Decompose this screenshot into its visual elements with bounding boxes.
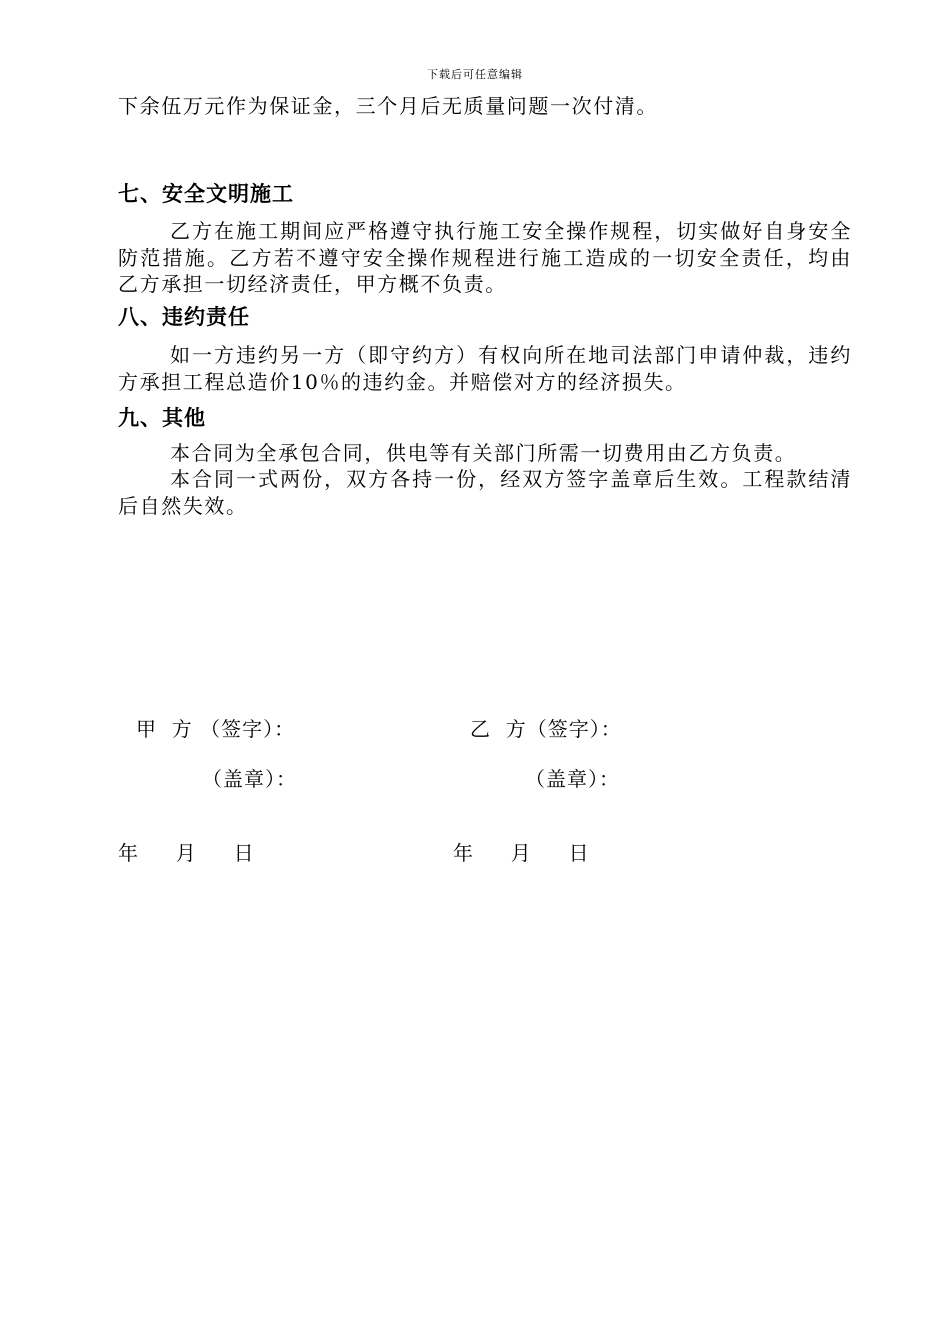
party-a-seal-label: （盖章）： (202, 767, 297, 791)
continued-paragraph: 下余伍万元作为保证金，三个月后无质量问题一次付清。 (118, 94, 658, 118)
section-heading-other: 九、其他 (118, 405, 206, 430)
section-paragraph-other-1: 本合同为全承包合同，供电等有关部门所需一切费用由乙方负责。 (170, 441, 797, 465)
party-b-sign-label: 乙 方（签字）： (470, 717, 622, 741)
section-heading-breach: 八、违约责任 (118, 304, 250, 329)
party-b-seal-label: （盖章）： (525, 767, 620, 791)
party-a-sign-label: 甲 方 （签字）： (136, 717, 296, 741)
party-b-date-label: 年 月 日 (453, 841, 590, 865)
section-paragraph-other-2: 本合同一式两份，双方各持一份，经双方签字盖章后生效。工程款结清后自然失效。 (118, 467, 852, 518)
section-heading-safety: 七、安全文明施工 (118, 181, 294, 206)
party-a-date-label: 年 月 日 (118, 841, 255, 865)
page-header: 下载后可任意编辑 (427, 68, 523, 81)
section-paragraph-safety: 乙方在施工期间应严格遵守执行施工安全操作规程，切实做好自身安全防范措施。乙方若不遵守安全操作规程进行施工造成的一切安全责任，均由乙方承担一切经济责任，甲方概不负责。 (118, 219, 852, 296)
section-paragraph-breach: 如一方违约另一方（即守约方）有权向所在地司法部门申请仲裁，违约方承担工程总造价10％的违约金。并赔偿对方的经济损失。 (118, 343, 852, 394)
